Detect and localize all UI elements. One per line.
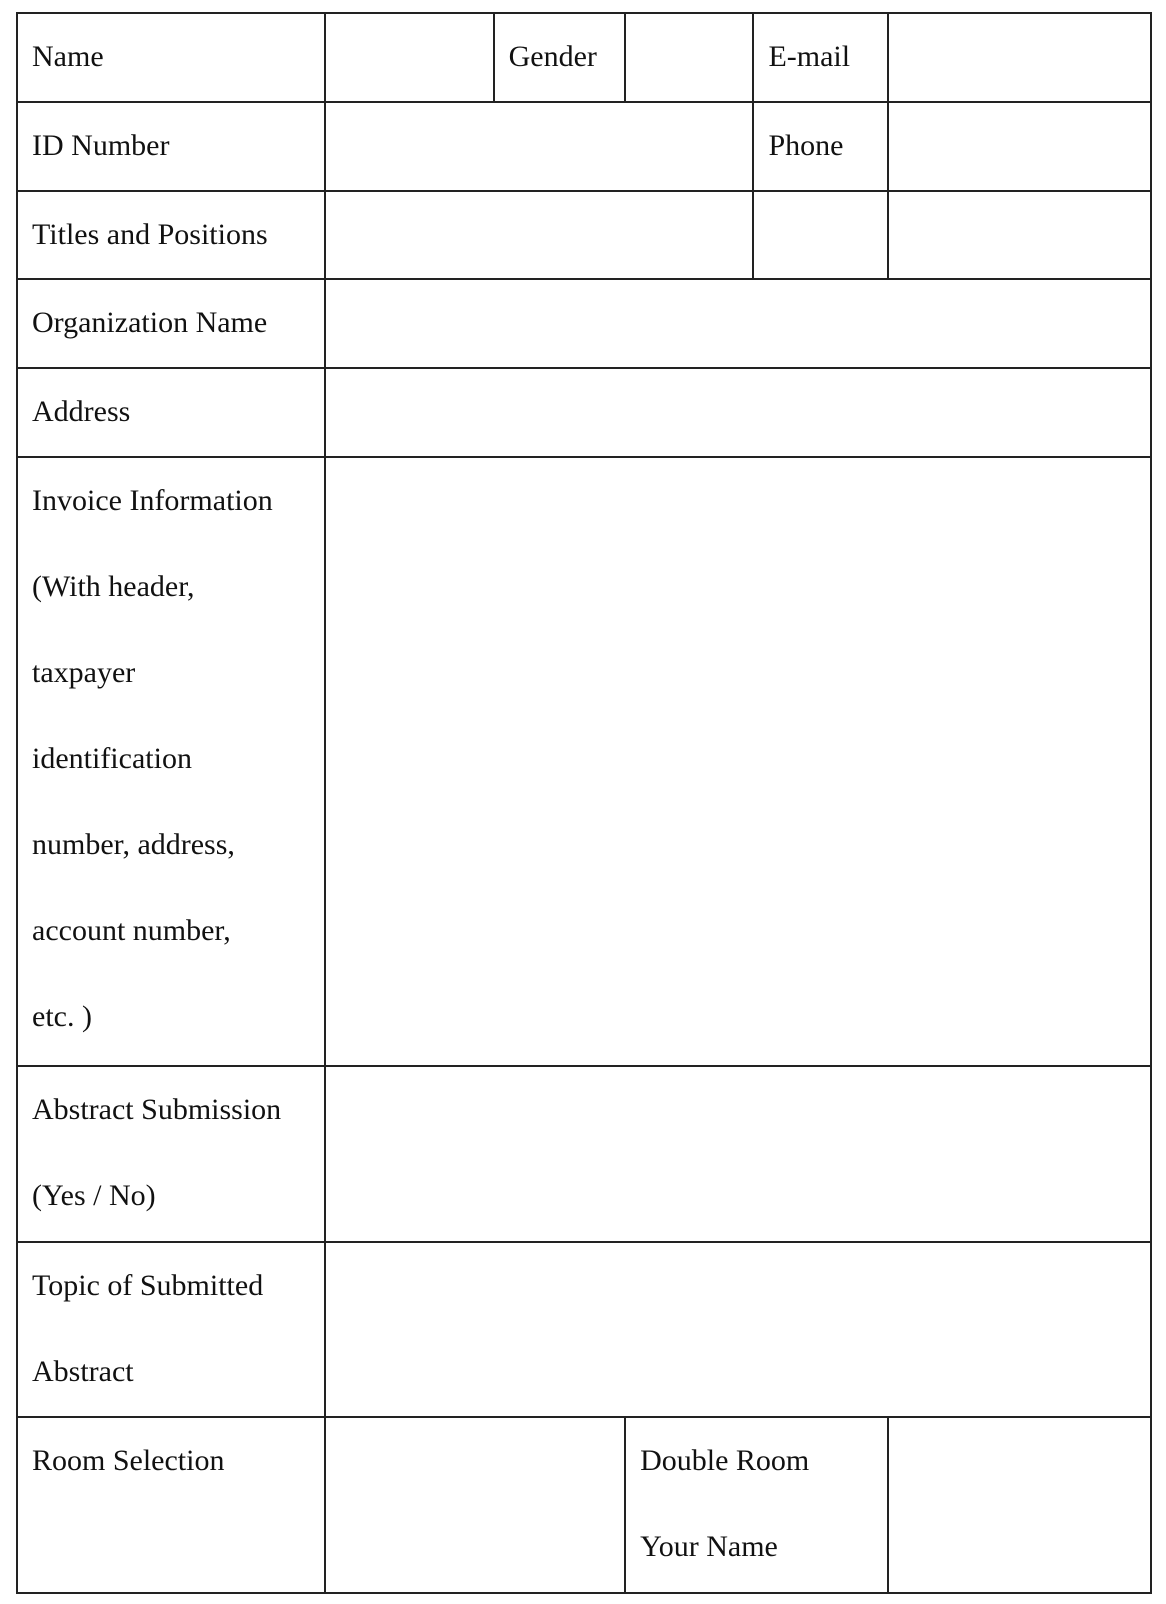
row-name xyxy=(17,13,1151,102)
topic-label xyxy=(17,1242,325,1418)
organization-name-field[interactable] xyxy=(325,279,1151,368)
row-room-selection xyxy=(17,1417,1151,1593)
double-room-your-name-field[interactable] xyxy=(888,1417,1151,1593)
double-room-label-line: Double Room xyxy=(640,1444,810,1478)
topic-field[interactable] xyxy=(325,1242,1151,1418)
abstract-submission-label-line: Abstract Submission xyxy=(32,1093,282,1127)
invoice-label-line: account number, xyxy=(32,913,231,947)
abstract-submission-label-lines xyxy=(32,1067,310,1239)
email-label: E-mail xyxy=(753,13,888,102)
row-address xyxy=(17,368,1151,457)
abstract-submission-label xyxy=(17,1066,325,1242)
invoice-label-line: etc. ) xyxy=(32,999,92,1033)
invoice-information-label xyxy=(17,457,325,1066)
organization-name-label: Organization Name xyxy=(17,279,325,368)
name-field[interactable] xyxy=(325,13,493,102)
double-room-label-line: Your Name xyxy=(640,1530,778,1564)
address-label: Address xyxy=(17,368,325,457)
invoice-information-label-lines xyxy=(32,458,310,1060)
abstract-submission-label-line: (Yes / No) xyxy=(32,1179,156,1213)
invoice-label-line: identification xyxy=(32,741,192,775)
registration-form-table xyxy=(16,12,1152,1594)
phone-label: Phone xyxy=(753,102,888,191)
room-selection-label: Room Selection xyxy=(17,1417,325,1593)
double-room-label xyxy=(625,1417,888,1593)
email-field[interactable] xyxy=(888,13,1151,102)
name-label: Name xyxy=(17,13,325,102)
id-number-field[interactable] xyxy=(325,102,753,191)
address-field[interactable] xyxy=(325,368,1151,457)
row-organization-name xyxy=(17,279,1151,368)
gender-field[interactable] xyxy=(625,13,753,102)
topic-label-line: Topic of Submitted xyxy=(32,1268,264,1302)
phone-field[interactable] xyxy=(888,102,1151,191)
invoice-label-line: (With header, xyxy=(32,569,195,603)
invoice-label-line: taxpayer xyxy=(32,655,136,689)
titles-positions-extra-label-cell[interactable] xyxy=(753,191,888,280)
topic-label-lines xyxy=(32,1243,310,1415)
titles-positions-label: Titles and Positions xyxy=(17,191,325,280)
id-number-label: ID Number xyxy=(17,102,325,191)
topic-label-line: Abstract xyxy=(32,1354,134,1388)
abstract-submission-field[interactable] xyxy=(325,1066,1151,1242)
gender-label: Gender xyxy=(494,13,625,102)
row-id-number xyxy=(17,102,1151,191)
invoice-information-field[interactable] xyxy=(325,457,1151,1066)
titles-positions-extra-value-cell[interactable] xyxy=(888,191,1151,280)
invoice-label-line: Invoice Information xyxy=(32,483,273,517)
invoice-label-line: number, address, xyxy=(32,827,235,861)
room-selection-field[interactable] xyxy=(325,1417,625,1593)
row-abstract-submission xyxy=(17,1066,1151,1242)
row-invoice-information xyxy=(17,457,1151,1066)
row-titles-positions xyxy=(17,191,1151,280)
titles-positions-field[interactable] xyxy=(325,191,753,280)
row-topic-of-submitted-abstract xyxy=(17,1242,1151,1418)
